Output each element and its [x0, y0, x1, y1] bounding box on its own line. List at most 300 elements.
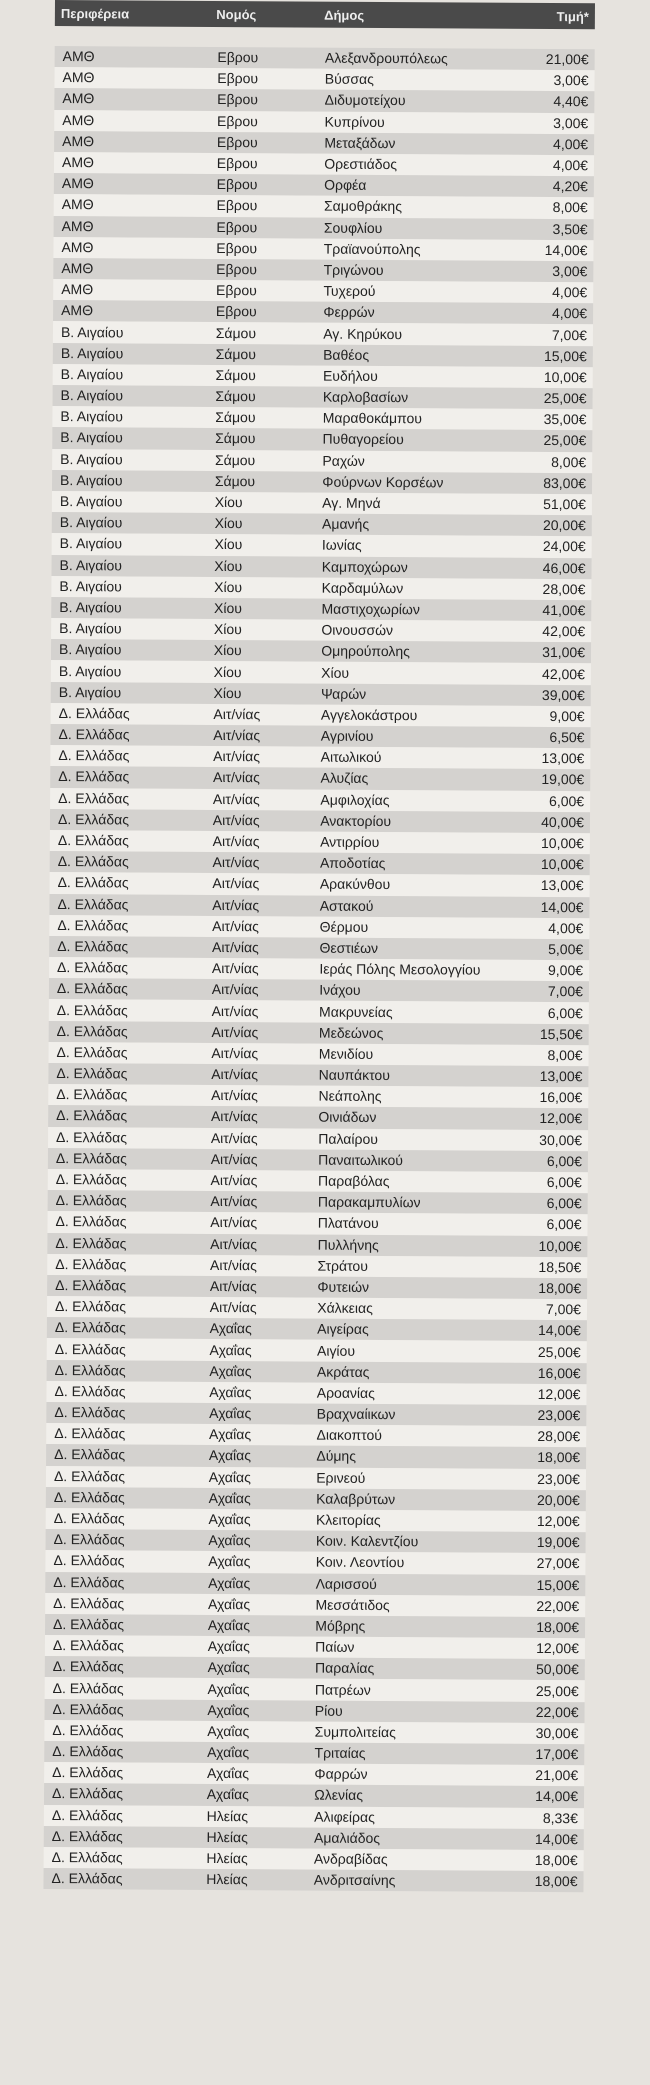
cell-price: 7,00€ [545, 1301, 582, 1318]
cell-region: Β. Αιγαίου [58, 662, 122, 679]
cell-municipality: Ωλενίας [314, 1787, 364, 1804]
cell-price: 12,00€ [537, 1385, 581, 1403]
cell-prefecture: Αιτ/νίας [210, 1108, 258, 1125]
cell-prefecture: Αιτ/νίας [211, 1002, 259, 1019]
cell-region: Β. Αιγαίου [60, 344, 124, 362]
cell-price: 20,00€ [536, 1491, 580, 1509]
cell-municipality: Αντιρρίου [320, 833, 380, 851]
cell-prefecture: Εβρου [216, 197, 258, 214]
cell-municipality: Τριγώνου [323, 261, 384, 278]
cell-region: Δ. Ελλάδας [55, 1213, 127, 1230]
cell-municipality: Μαστιχοχωρίων [321, 600, 420, 618]
cell-municipality: Ανδραβίδας [313, 1850, 388, 1868]
cell-price: 25,00€ [537, 1343, 581, 1360]
cell-price: 25,00€ [543, 390, 587, 407]
cell-region: Δ. Ελλάδας [52, 1637, 124, 1654]
cell-region: Β. Αιγαίου [58, 683, 122, 701]
cell-prefecture: Χίου [214, 599, 243, 617]
cell-municipality: Ομηρούπολης [321, 642, 411, 660]
cell-municipality: Διδυμοτείχου [324, 92, 406, 109]
cell-price: 13,00€ [541, 750, 585, 767]
cell-municipality: Ψαρών [320, 685, 367, 702]
cell-price: 4,00€ [552, 284, 588, 301]
price-table [43, 0, 595, 1893]
cell-prefecture: Αιτ/νίας [209, 1277, 257, 1295]
cell-municipality: Οινουσσών [321, 621, 394, 639]
cell-prefecture: Σάμου [215, 324, 257, 341]
cell-prefecture: Αιτ/νίας [211, 1044, 259, 1062]
cell-municipality: Κοιν. Λεοντίου [315, 1554, 405, 1571]
cell-prefecture: Αιτ/νίας [213, 705, 261, 723]
cell-region: Δ. Ελλάδας [55, 1234, 127, 1252]
cell-price: 6,00€ [546, 1152, 582, 1170]
cell-prefecture: Σάμου [215, 388, 256, 405]
cell-prefecture: Ηλείας [206, 1871, 248, 1888]
cell-prefecture: Εβρου [217, 91, 259, 108]
cell-region: Δ. Ελλάδας [57, 895, 129, 913]
cell-region: Δ. Ελλάδας [56, 1128, 128, 1146]
cell-price: 10,00€ [543, 368, 587, 386]
cell-municipality: Ανδριτσαίνης [313, 1871, 396, 1889]
cell-region: ΑΜΘ [62, 69, 95, 86]
cell-price: 6,00€ [546, 1216, 582, 1233]
cell-region: Δ. Ελλάδας [53, 1594, 125, 1612]
cell-municipality: Καρλοβασίων [322, 388, 409, 406]
cell-price: 4,00€ [548, 919, 584, 937]
cell-region: Β. Αιγαίου [59, 514, 123, 531]
cell-price: 21,00€ [545, 51, 589, 68]
cell-price: 51,00€ [543, 496, 586, 513]
cell-region: Δ. Ελλάδας [51, 1870, 123, 1887]
cell-price: 12,00€ [536, 1640, 579, 1657]
cell-region: ΑΜΘ [62, 132, 95, 150]
cell-price: 39,00€ [541, 686, 585, 703]
cell-municipality: Κοιν. Καλεντζίου [315, 1532, 419, 1550]
cell-prefecture: Αχαΐας [208, 1489, 251, 1507]
cell-region: Δ. Ελλάδας [58, 747, 130, 764]
cell-region: Β. Αιγαίου [60, 387, 124, 404]
cell-region: ΑΜΘ [61, 260, 94, 277]
cell-municipality: Αιτωλικού [320, 748, 382, 766]
table-body [43, 46, 594, 1893]
cell-municipality: Μενιδίου [318, 1045, 374, 1062]
cell-prefecture: Αχαΐας [207, 1701, 250, 1718]
cell-region: Δ. Ελλάδας [55, 1192, 127, 1209]
cell-region: Β. Αιγαίου [59, 535, 123, 552]
cell-price: 14,00€ [534, 1830, 578, 1848]
cell-municipality: Σαμοθράκης [323, 198, 403, 215]
cell-price: 31,00€ [542, 644, 586, 661]
cell-region: Δ. Ελλάδας [55, 1149, 127, 1167]
cell-region: Δ. Ελλάδας [53, 1552, 125, 1569]
cell-prefecture: Αχαΐας [208, 1532, 251, 1549]
cell-municipality: Μεσσάτιδος [315, 1596, 390, 1613]
cell-region: Δ. Ελλάδας [57, 874, 129, 891]
cell-municipality: Κλειτορίας [315, 1511, 381, 1529]
cell-region: Δ. Ελλάδας [58, 768, 130, 785]
cell-prefecture: Αχαΐας [206, 1765, 250, 1782]
cell-price: 6,00€ [546, 1195, 582, 1212]
cell-price: 8,00€ [552, 199, 588, 216]
cell-region: Δ. Ελλάδας [54, 1382, 126, 1400]
cell-price: 22,00€ [535, 1703, 579, 1720]
cell-region: Δ. Ελλάδας [56, 980, 128, 997]
header-region: Περιφέρεια [60, 5, 130, 21]
cell-region: ΑΜΘ [61, 281, 94, 298]
cell-prefecture: Αχαΐας [207, 1744, 250, 1761]
cell-municipality: Πυθαγορείου [322, 431, 404, 448]
cell-municipality: Μεταξάδων [324, 134, 396, 151]
cell-municipality: Ιεράς Πόλης Μεσολογγίου [319, 960, 481, 978]
cell-prefecture: Εβρου [215, 303, 257, 320]
cell-region: Δ. Ελλάδας [56, 1086, 128, 1103]
cell-prefecture: Αχαΐας [208, 1553, 251, 1570]
cell-municipality: Ορεστιάδος [324, 155, 398, 173]
cell-region: Δ. Ελλάδας [52, 1700, 124, 1718]
cell-prefecture: Ηλείας [206, 1807, 249, 1824]
cell-prefecture: Αιτ/νίας [211, 960, 259, 977]
table-header [55, 0, 595, 29]
cell-prefecture: Αχαΐας [209, 1320, 252, 1337]
cell-prefecture: Χίου [214, 578, 243, 595]
cell-region: ΑΜΘ [61, 196, 94, 213]
cell-prefecture: Αιτ/νίας [211, 938, 259, 956]
cell-prefecture: Αιτ/νίας [213, 769, 260, 786]
cell-region: Β. Αιγαίου [59, 493, 123, 510]
cell-price: 4,00€ [553, 135, 589, 153]
cell-prefecture: Αιτ/νίας [210, 1150, 258, 1168]
cell-price: 18,00€ [534, 1873, 578, 1890]
cell-price: 10,00€ [540, 835, 584, 852]
cell-price: 18,00€ [537, 1449, 581, 1466]
cell-prefecture: Σάμου [215, 366, 256, 384]
cell-region: Δ. Ελλάδας [53, 1488, 125, 1506]
cell-region: Δ. Ελλάδας [53, 1531, 125, 1548]
cell-price: 16,00€ [539, 1089, 583, 1106]
cell-municipality: Καμποχώρων [321, 558, 408, 575]
cell-price: 4,00€ [552, 157, 589, 174]
cell-prefecture: Χίου [214, 515, 243, 532]
cell-prefecture: Σάμου [214, 472, 256, 490]
cell-municipality: Χίου [321, 664, 350, 681]
cell-municipality: Παλαίρου [318, 1130, 378, 1147]
cell-price: 3,00€ [552, 263, 588, 280]
cell-price: 19,00€ [541, 771, 585, 788]
cell-price: 13,00€ [539, 1068, 583, 1085]
cell-region: Δ. Ελλάδας [57, 832, 129, 849]
header-prefecture: Νομός [216, 6, 257, 22]
cell-municipality: Θέρμου [319, 918, 369, 935]
cell-price: 20,00€ [542, 517, 586, 534]
cell-prefecture: Εβρου [217, 70, 259, 87]
cell-region: Δ. Ελλάδας [56, 1001, 128, 1018]
cell-region: Δ. Ελλάδας [58, 726, 130, 743]
cell-region: Β. Αιγαίου [59, 556, 123, 574]
cell-price: 15,50€ [539, 1025, 583, 1042]
cell-prefecture: Αιτ/νίας [210, 1193, 258, 1210]
cell-prefecture: Εβρου [216, 239, 258, 257]
cell-municipality: Παραβόλας [318, 1172, 390, 1190]
cell-prefecture: Σάμου [214, 451, 256, 468]
cell-region: Δ. Ελλάδας [57, 959, 129, 976]
cell-municipality: Δύμης [316, 1448, 357, 1465]
cell-price: 24,00€ [542, 538, 586, 555]
cell-municipality: Αστακού [319, 897, 374, 914]
cell-region: Δ. Ελλάδας [55, 1171, 127, 1188]
cell-municipality: Σουφλίου [323, 219, 383, 236]
cell-prefecture: Εβρου [216, 155, 258, 172]
cell-prefecture: Αχαΐας [208, 1510, 251, 1528]
cell-region: ΑΜΘ [61, 217, 94, 234]
cell-municipality: Καρδαμύλων [321, 579, 404, 596]
cell-prefecture: Χίου [214, 557, 243, 574]
cell-municipality: Νεάπολης [318, 1087, 382, 1105]
cell-prefecture: Εβρου [215, 282, 257, 299]
cell-prefecture: Αιτ/νίας [212, 790, 260, 807]
cell-prefecture: Χίου [214, 494, 243, 511]
cell-prefecture: Εβρου [217, 49, 259, 66]
cell-municipality: Βραχναίικων [316, 1405, 396, 1423]
cell-prefecture: Αιτ/νίας [211, 981, 259, 998]
cell-prefecture: Αχαΐας [209, 1362, 252, 1379]
cell-municipality: Ινάχου [319, 981, 361, 999]
cell-region: Δ. Ελλάδας [53, 1573, 125, 1591]
cell-region: Δ. Ελλάδας [56, 1065, 128, 1082]
cell-price: 3,00€ [553, 72, 589, 89]
cell-price: 14,00€ [535, 1788, 579, 1805]
cell-region: Δ. Ελλάδας [57, 810, 130, 828]
cell-municipality: Αγ. Κηρύκου [323, 325, 403, 342]
cell-municipality: Μόβρης [315, 1617, 366, 1634]
cell-prefecture: Αιτ/νίας [212, 811, 260, 829]
cell-region: Δ. Ελλάδας [53, 1510, 125, 1527]
cell-price: 18,00€ [534, 1851, 578, 1869]
cell-region: Δ. Ελλάδας [54, 1319, 126, 1336]
cell-prefecture: Ηλείας [206, 1849, 248, 1867]
table-row [43, 1868, 583, 1892]
cell-price: 41,00€ [542, 601, 586, 619]
cell-municipality: Παίων [315, 1638, 355, 1656]
cell-price: 4,00€ [551, 305, 588, 322]
cell-price: 28,00€ [542, 580, 586, 598]
cell-municipality: Ακράτας [316, 1363, 370, 1380]
cell-region: ΑΜΘ [62, 48, 95, 65]
cell-region: Δ. Ελλάδας [56, 1043, 128, 1061]
cell-price: 27,00€ [536, 1555, 580, 1572]
cell-region: Δ. Ελλάδας [55, 1255, 127, 1273]
cell-municipality: Κυπρίνου [324, 113, 385, 130]
cell-municipality: Αιγείρας [317, 1320, 369, 1338]
cell-region: Δ. Ελλάδας [54, 1361, 126, 1379]
cell-price: 42,00€ [542, 665, 585, 682]
cell-price: 14,00€ [544, 241, 588, 259]
cell-price: 6,50€ [549, 729, 585, 746]
cell-prefecture: Εβρου [216, 133, 258, 151]
cell-municipality: Αιγίου [316, 1342, 356, 1359]
cell-region: ΑΜΘ [61, 175, 94, 192]
cell-prefecture: Αιτ/νίας [212, 917, 260, 935]
cell-prefecture: Αιτ/νίας [209, 1299, 257, 1316]
cell-price: 12,00€ [536, 1513, 580, 1530]
cell-municipality: Τριταίας [314, 1744, 366, 1762]
cell-region: Δ. Ελλάδας [52, 1764, 124, 1781]
cell-price: 8,00€ [551, 453, 587, 470]
cell-prefecture: Αιτ/νίας [212, 833, 260, 850]
cell-municipality: Ανακτορίου [320, 812, 392, 829]
cell-price: 23,00€ [537, 1407, 581, 1424]
cell-region: Δ. Ελλάδας [54, 1425, 126, 1442]
cell-prefecture: Χίου [213, 663, 242, 680]
cell-price: 22,00€ [536, 1597, 580, 1615]
cell-price: 14,00€ [538, 1322, 581, 1339]
cell-region: Β. Αιγαίου [59, 599, 122, 616]
cell-municipality: Αγρινίου [320, 727, 374, 745]
cell-price: 10,00€ [538, 1237, 582, 1254]
cell-region: Β. Αιγαίου [59, 620, 122, 637]
cell-price: 4,40€ [553, 93, 589, 110]
cell-price: 18,50€ [538, 1258, 582, 1276]
cell-price: 17,00€ [535, 1746, 579, 1763]
cell-region: Δ. Ελλάδας [51, 1785, 124, 1802]
cell-price: 13,00€ [540, 877, 584, 894]
cell-price: 19,00€ [536, 1534, 580, 1551]
cell-prefecture: Αιτ/νίας [210, 1256, 257, 1274]
cell-prefecture: Αχαΐας [209, 1405, 252, 1422]
cell-price: 4,20€ [552, 178, 588, 195]
cell-price: 23,00€ [537, 1470, 581, 1487]
cell-price: 10,00€ [540, 856, 584, 873]
cell-prefecture: Αιτ/νίας [213, 727, 261, 744]
header-price: Τιμή* [556, 8, 589, 24]
cell-municipality: Τυχερού [323, 282, 376, 300]
cell-price: 46,00€ [542, 559, 586, 576]
cell-prefecture: Αχαΐας [208, 1574, 251, 1591]
cell-price: 6,00€ [549, 792, 585, 809]
cell-municipality: Αποδοτίας [319, 854, 386, 872]
cell-region: Δ. Ελλάδας [53, 1615, 125, 1633]
cell-price: 25,00€ [543, 432, 587, 449]
cell-price: 40,00€ [541, 813, 585, 831]
cell-region: Β. Αιγαίου [60, 365, 124, 383]
cell-municipality: Πλατάνου [317, 1215, 379, 1232]
cell-prefecture: Χίου [214, 536, 243, 553]
cell-municipality: Αγ. Μηνά [322, 494, 381, 512]
cell-price: 18,00€ [538, 1279, 582, 1297]
cell-municipality: Αμαλιάδος [313, 1829, 381, 1846]
cell-municipality: Συμπολιτείας [314, 1723, 396, 1741]
cell-prefecture: Αχαΐας [209, 1383, 252, 1401]
cell-prefecture: Αιτ/νίας [211, 1023, 259, 1040]
cell-municipality: Ευδήλου [322, 367, 378, 384]
cell-region: Β. Αιγαίου [59, 577, 122, 595]
cell-municipality: Θεστιέων [319, 939, 379, 956]
cell-price: 30,00€ [539, 1131, 583, 1148]
cell-region: Δ. Ελλάδας [53, 1467, 126, 1485]
cell-price: 7,00€ [551, 326, 588, 343]
cell-region: ΑΜΘ [62, 90, 95, 107]
cell-prefecture: Αχαΐας [208, 1426, 252, 1443]
cell-prefecture: Αχαΐας [207, 1659, 250, 1676]
cell-prefecture: Αιτ/νίας [213, 748, 261, 765]
cell-region: Β. Αιγαίου [58, 641, 122, 658]
cell-prefecture: Αιτ/νίας [210, 1214, 258, 1231]
cell-municipality: Φυτειών [317, 1278, 370, 1295]
cell-prefecture: Χίου [213, 684, 242, 701]
cell-price: 15,00€ [536, 1576, 580, 1593]
cell-region: Δ. Ελλάδας [58, 789, 130, 807]
cell-region: Δ. Ελλάδας [57, 916, 129, 934]
cell-municipality: Μαραθοκάμπου [322, 409, 423, 427]
cell-municipality: Ναυπάκτου [318, 1066, 390, 1084]
cell-price: 21,00€ [535, 1767, 579, 1784]
cell-region: Δ. Ελλάδας [51, 1827, 123, 1845]
cell-prefecture: Αιτ/νίας [210, 1129, 258, 1146]
cell-prefecture: Αιτ/νίας [212, 896, 260, 913]
cell-municipality: Χάλκειας [317, 1299, 373, 1317]
cell-municipality: Αλιφείρας [314, 1808, 375, 1825]
cell-region: Δ. Ελλάδας [54, 1340, 126, 1357]
cell-region: Δ. Ελλάδας [57, 938, 129, 955]
cell-prefecture: Αιτ/νίας [210, 1235, 258, 1252]
cell-region: Δ. Ελλάδας [52, 1721, 124, 1739]
cell-municipality: Αλεξανδρουπόλεως [324, 49, 448, 67]
cell-prefecture: Αχαΐας [207, 1616, 251, 1634]
cell-municipality: Πυλλήνης [317, 1236, 379, 1253]
cell-municipality: Οινιάδων [318, 1109, 377, 1126]
cell-region: Δ. Ελλάδας [58, 704, 130, 722]
cell-prefecture: Αιτ/νίας [212, 854, 260, 871]
cell-prefecture: Σάμου [215, 409, 256, 426]
cell-price: 30,00€ [535, 1724, 579, 1742]
cell-price: 18,00€ [536, 1618, 580, 1636]
cell-prefecture: Αιτ/νίας [211, 1066, 259, 1083]
cell-municipality: Μακρυνείας [319, 1003, 393, 1020]
cell-municipality: Πατρέων [314, 1681, 371, 1698]
cell-municipality: Παναιτωλικού [318, 1151, 404, 1168]
cell-price: 25,00€ [535, 1682, 579, 1699]
cell-price: 28,00€ [537, 1428, 581, 1445]
cell-region: ΑΜΘ [61, 302, 94, 319]
cell-prefecture: Αχαΐας [208, 1468, 251, 1485]
cell-municipality: Ιωνίας [321, 537, 362, 554]
cell-prefecture: Αχαΐας [209, 1341, 252, 1358]
cell-municipality: Φούρνων Κορσέων [322, 473, 444, 491]
cell-price: 3,00€ [553, 114, 589, 131]
cell-municipality: Φαρρών [314, 1765, 368, 1783]
cell-price: 3,50€ [552, 220, 588, 237]
cell-prefecture: Αιτ/νίας [211, 1087, 258, 1104]
cell-region: ΑΜΘ [61, 154, 94, 171]
cell-municipality: Αμφιλοχίας [320, 791, 390, 808]
cell-region: Δ. Ελλάδας [54, 1404, 126, 1421]
cell-prefecture: Αχαΐας [207, 1680, 250, 1697]
cell-prefecture: Σάμου [215, 345, 256, 362]
cell-price: 6,00€ [546, 1174, 582, 1191]
cell-price: 42,00€ [542, 623, 586, 640]
cell-municipality: Αλυζίας [320, 770, 369, 787]
cell-region: Δ. Ελλάδας [52, 1743, 124, 1760]
cell-price: 7,00€ [547, 983, 584, 1000]
cell-region: Δ. Ελλάδας [52, 1658, 124, 1675]
cell-prefecture: Αχαΐας [208, 1447, 252, 1464]
cell-price: 15,00€ [543, 347, 587, 364]
cell-region: Δ. Ελλάδας [54, 1298, 127, 1315]
cell-region: Β. Αιγαίου [60, 408, 123, 425]
cell-region: Δ. Ελλάδας [57, 853, 129, 870]
cell-prefecture: Εβρου [216, 260, 258, 278]
cell-price: 12,00€ [539, 1110, 583, 1127]
cell-prefecture: Αιτ/νίας [212, 875, 260, 892]
